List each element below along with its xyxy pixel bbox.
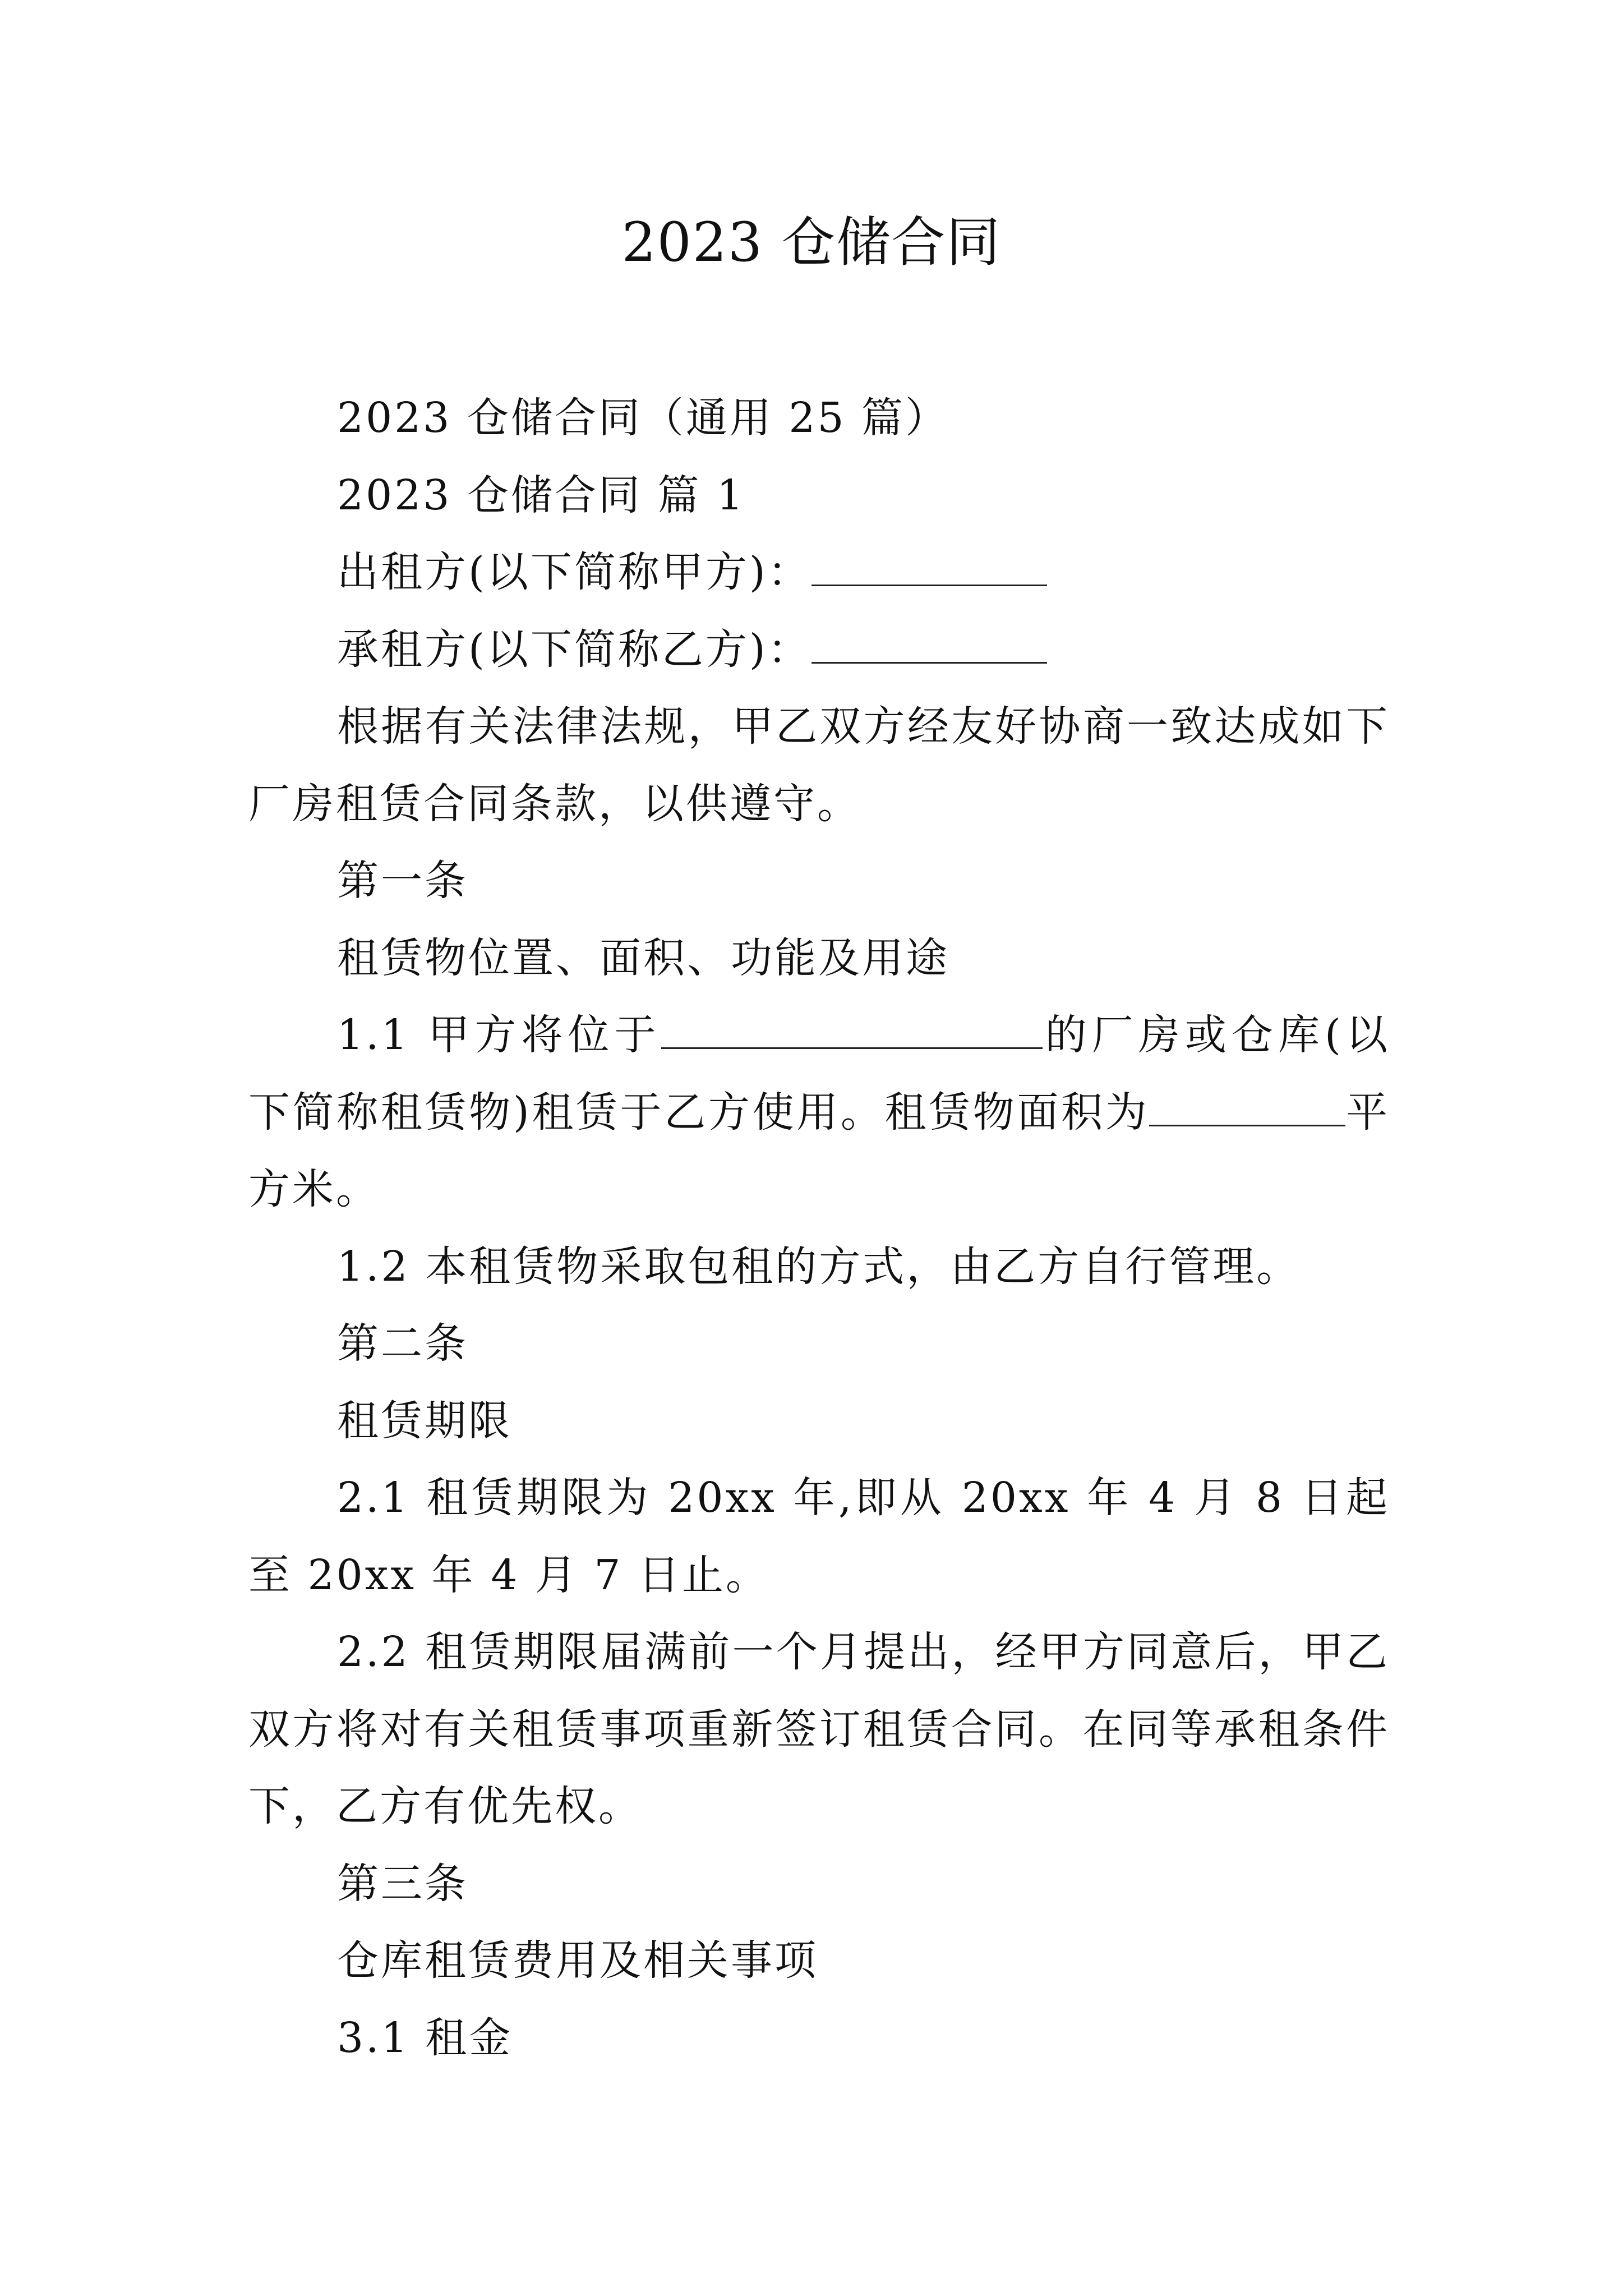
document-body xyxy=(248,380,1390,2077)
clause-2-1: 2.1 租赁期限为 20xx 年,即从 20xx 年 4 月 8 日起至 20xx 年 4 月 7 日止。 xyxy=(248,1474,1390,1599)
clause-1-1 xyxy=(248,997,1390,1228)
clause-1-2: 1.2 本租赁物采取包租的方式，由乙方自行管理。 xyxy=(337,1242,1301,1291)
document-title: 2023 仓储合同 xyxy=(621,211,1002,274)
lessee-name-blank xyxy=(811,625,1047,664)
preamble-paragraph: 根据有关法律法规，甲乙双方经友好协商一致达成如下厂房租赁合同条款，以供遵守。 xyxy=(248,702,1390,828)
clause-2-2: 2.2 租赁期限届满前一个月提出，经甲方同意后，甲乙双方将对有关租赁事项重新签订租赁合同。在同等承租条件下，乙方有优先权。 xyxy=(248,1628,1390,1830)
lessor-label: 出租方(以下简称甲方)： xyxy=(337,548,811,596)
location-blank xyxy=(661,1010,1043,1049)
lessee-line xyxy=(248,611,1390,689)
clause-3-1: 3.1 租金 xyxy=(337,2013,513,2062)
lessor-name-blank xyxy=(811,547,1047,586)
document-subtitle: 2023 仓储合同（通用 25 篇） xyxy=(337,394,949,442)
article-3-number: 第三条 xyxy=(337,1859,468,1908)
article-1-number: 第一条 xyxy=(337,857,468,905)
clause-1-1-part1: 1.1 甲方将位于 xyxy=(337,1011,661,1059)
clause-1-1-part2: 的厂房或仓库(以下简称租赁物)租赁于乙方使用。租赁物面积为 xyxy=(248,1011,1390,1137)
clause-1-1-part3: 平方米。 xyxy=(248,1088,1390,1213)
article-1-heading: 租赁物位置、面积、功能及用途 xyxy=(337,933,949,982)
section-heading: 2023 仓储合同 篇 1 xyxy=(337,471,745,519)
lessor-line xyxy=(248,534,1390,611)
article-3-heading: 仓库租赁费用及相关事项 xyxy=(337,1936,818,1985)
article-2-number: 第二条 xyxy=(337,1319,468,1368)
area-blank xyxy=(1149,1088,1345,1126)
article-2-heading: 租赁期限 xyxy=(337,1396,512,1445)
lessee-label: 承租方(以下简称乙方)： xyxy=(337,625,811,674)
